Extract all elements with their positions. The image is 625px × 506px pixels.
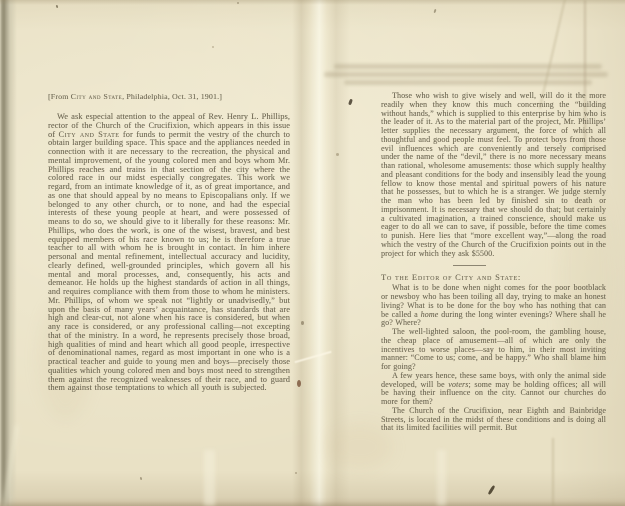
crease-highlight — [437, 450, 446, 506]
ghost-text-bleedthrough — [344, 80, 592, 85]
body-text: Those who wish to give wisely and well, will do it the more readily when they know this much concerning the “building without hands,” which is supplied to this enterprise by him who is the leader of it. As to the material part of the project, Mr. Phillips’ letter supplies the necessary argument, the force of which all thoughtful and good people must feel. To protect boys from those evil influences which are conveniently and tersely comprised under the name of the “devil,” there is no more necessary means than rational, wholesome amusements: those which supply healthy and pleasant conditions for the body and insensibly lead the young fellow to know those mental and spiritual powers of his nature that he possesses, but to which he is a stranger. We judge sternly the man who has been led by finished sin to death or imprisonment. It is necessary that we should do that; but certainly a cultivated imagination, a trained conscience, should make us eager to do all we can to save, if possible, before the time comes to punish. Here lies that “more excellent way,”—along the road which the vestry of the Church of the Crucifixion points out in the project for which they ask $5500. — [381, 91, 606, 258]
right-page — [381, 92, 606, 433]
ink-speck — [140, 477, 142, 480]
paragraph — [381, 328, 606, 372]
body-text: , Philadelphia, Oct. 31, 1901.] — [122, 92, 223, 101]
body-text: for funds to permit the vestry of the church to obtain larger building space. This space and the appliances needed in connection with it are necessary to the recreation, the physical and mental improvement, of the young colored men and boys whom Mr. Phillips reaches and trains in that section of the city where the colored race in our midst especially congregates. This work we regard, from an intimate knowledge of it, as of great importance, and as one that should appeal by no means to Episcopalians only. If we belonged to any other church, or to none, and had the especial interests of these young people at heart, and were possessed of means to do so, we should give to it liberally for these reasons: Mr. Phillips, who does the work, is one of the wisest, bravest, and best equipped members of his race known to us; he is therefore a true teacher to all with whom he is brought in contact. In him inhere personal and mental refinement, intellectual accuracy and lucidity, clearly defined, well-grounded principles, which govern all his mental and moral processes, and, consequently, his acts and demeanor. He holds up the highest standards of action in all things, and requires compliance with them from those to whom he ministers. Mr. Phillips, of whom we speak not “lightly or unadvisedly,” but upon the basis of many years’ acquaintance, has standards that are high and clear-cut, not alone when his race is considered, but when any race is considered, or any professional calling—not excepting that of the ministry. In a word, he represents precisely those broad, high qualities of mind and heart which all good people, irrespective of denominational names, regard as most important in one who is a practical teacher and guide to young men and boys—precisely those qualities which young colored men and boys most need to strengthen them against the recognized weaknesses of their race, and to guard them against those temptations to which all youth is subjected. — [48, 129, 290, 393]
small-caps-text: City and State — [70, 92, 123, 101]
ink-speck — [56, 5, 59, 8]
body-text: [From — [48, 92, 71, 101]
body-text: What is to be done when night comes for the poor bootblack or newsboy who has been toiling all day, trying to make an honest living? What is to be done for the boy who has nothing that can be called a — [381, 283, 606, 319]
body-text: The well-lighted saloon, the pool-room, the gambling house, the cheap place of amusement—all of which are only the incentives to worse places—say to him, in their most inviting manner: “Come to us; come, and be happy.” Who shall blame him for going? — [381, 327, 606, 371]
left-page-text — [48, 92, 290, 393]
ink-speck — [336, 153, 339, 156]
crease-highlight — [204, 450, 215, 506]
ink-speck — [488, 485, 496, 495]
heading — [381, 273, 606, 282]
body-text: ; some may be holding offices; all will be having their influence on the city. Cannot our churches do more for them? — [381, 379, 606, 406]
italic-text: home — [420, 309, 439, 319]
section-divider — [453, 265, 486, 266]
crease-line — [552, 438, 554, 506]
top-edge-shading — [0, 0, 625, 5]
italic-text: voters — [448, 379, 469, 389]
body-text: during the long winter evenings? Where shall he go? Where? — [381, 309, 606, 328]
body-text: The Church of the Crucifixion, near Eighth and Bainbridge Streets, is located in the midst of these conditions and is doing all that its limited facilities will permit. But — [381, 405, 606, 433]
ghost-text-bleedthrough — [324, 72, 608, 77]
source-note — [48, 92, 290, 101]
ink-speck — [295, 472, 297, 474]
paragraph — [381, 407, 606, 433]
ink-speck — [433, 9, 436, 13]
ink-speck — [212, 46, 214, 48]
bottom-edge-shading — [0, 497, 625, 506]
ink-speck — [301, 321, 304, 325]
paragraph — [381, 372, 606, 407]
ink-speck — [297, 380, 301, 387]
body-text: We ask especial attention to the appeal of Rev. Henry L. Phillips, rector of the Church of the Crucifixion, which appears in this issue of — [48, 112, 290, 139]
ghost-text-bleedthrough — [334, 64, 602, 69]
ink-speck — [237, 2, 239, 4]
small-caps-text: City and State — [58, 129, 120, 139]
paragraph — [381, 92, 606, 258]
ink-speck — [348, 99, 353, 106]
paragraph — [48, 113, 290, 393]
paragraph — [381, 284, 606, 328]
body-text: To the Editor of City and State: — [381, 273, 522, 283]
body-text: A few years hence, these same boys, with only the animal side developed, will be — [381, 370, 606, 389]
right-page-text — [381, 92, 606, 433]
left-page — [48, 92, 290, 393]
